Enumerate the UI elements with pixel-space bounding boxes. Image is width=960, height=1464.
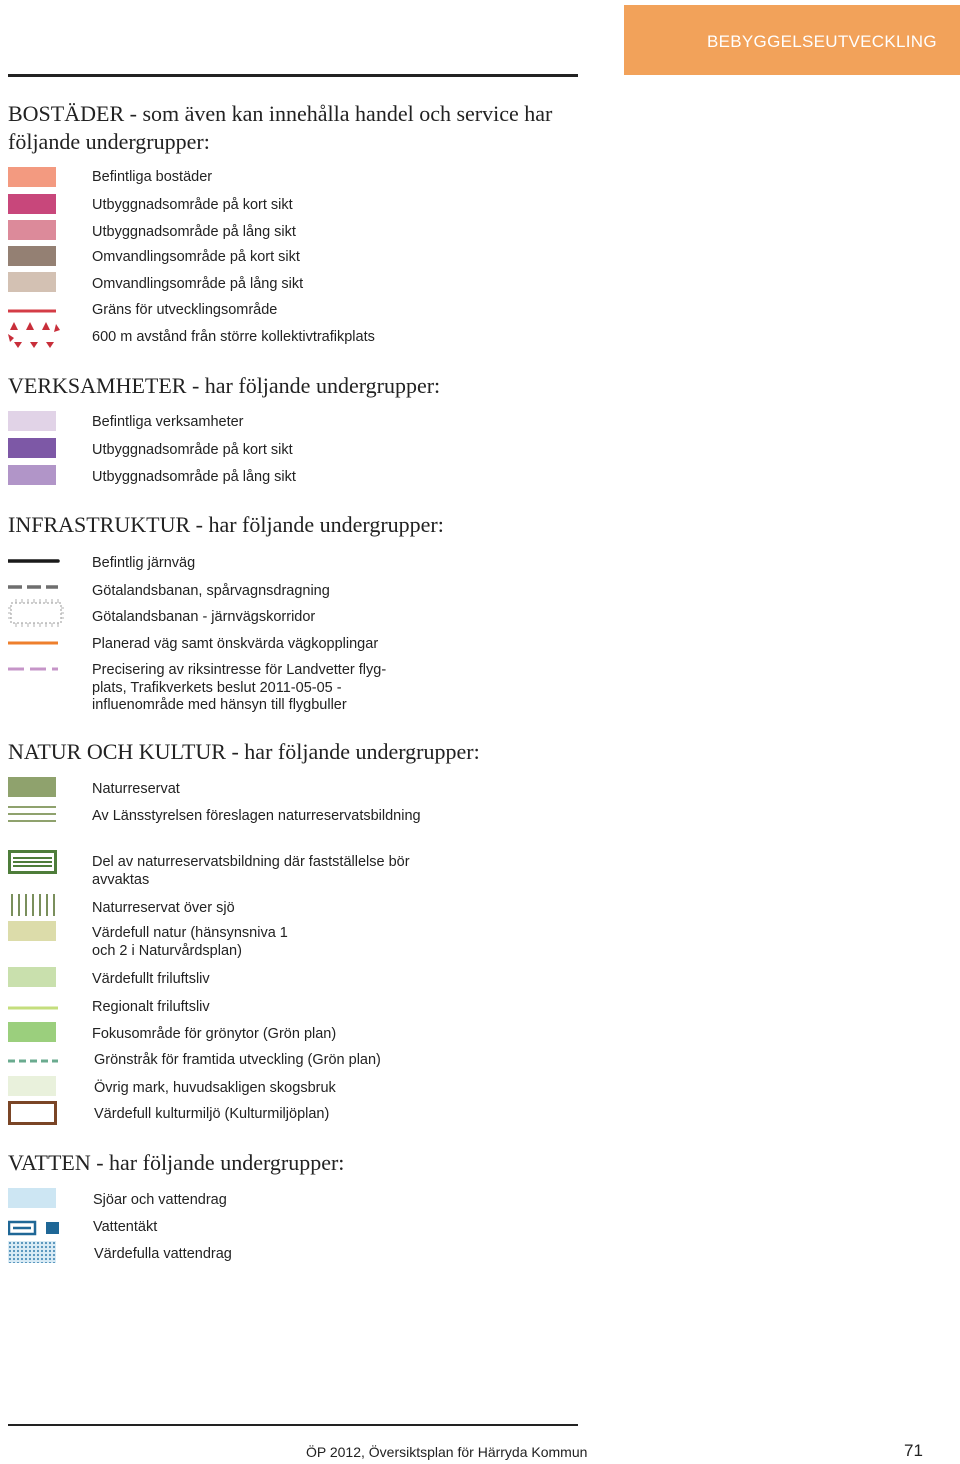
boundary-line-symbol [8,306,58,316]
legend-label: Regionalt friluftsliv [92,999,210,1015]
green-corridor-dashed-symbol [8,1056,60,1066]
water-intake-symbol [8,1220,60,1236]
legend-label: Värdefullt friluftsliv [92,971,210,987]
legend-label: Omvandlingsområde på kort sikt [92,249,300,265]
swatch-ovrig-mark [8,1076,56,1096]
swatch-befintliga-verksamheter [8,411,56,431]
top-rule [8,74,578,77]
page-number: 71 [904,1441,923,1460]
valuable-waterways-dotted-symbol [8,1241,58,1263]
legend-label: Götalandsbanan, spårvagnsdragning [92,583,330,599]
legend-label: Befintliga bostäder [92,169,213,185]
swatch-sjoar-och-vattendrag [8,1188,56,1208]
legend-label: Värdefull kulturmiljö (Kulturmiljöplan) [94,1106,330,1122]
footer-title: ÖP 2012, Översiktsplan för Härryda Kommun [306,1444,588,1460]
heading-natur-och-kultur: NATUR OCH KULTUR - har följande undergrupper: [8,739,480,764]
pending-reserve-symbol [8,850,58,874]
swatch-omvandling-lang-sikt [8,272,56,292]
legend-label: Götalandsbanan - järnvägskorridor [92,609,316,625]
legend-label: Befintlig järnväg [92,555,196,571]
legend-label: Del av naturreservatsbildning där fastställelse bör avvaktas [92,854,410,888]
lake-reserve-vertical-lines-symbol [8,894,58,916]
legend-label: Planerad väg samt önskvärda vägkopplingar [92,636,379,652]
heading-infrastruktur: INFRASTRUKTUR - har följande undergrupper: [8,512,444,537]
swatch-vardefull-natur [8,921,56,941]
legend-label: Utbyggnadsområde på kort sikt [92,442,293,458]
heading-vatten: VATTEN - har följande undergrupper: [8,1150,345,1175]
legend-label: Sjöar och vattendrag [93,1192,227,1208]
legend-label: Värdefulla vattendrag [94,1246,232,1262]
noise-influence-dashed-symbol [8,664,60,674]
legend-label: Vattentäkt [93,1219,158,1235]
swatch-bostader-lang-sikt [8,220,56,240]
legend-label: Naturreservat [92,781,180,797]
legend-label: Värdefull natur (hänsynsniva 1 och 2 i Naturvårdsplan) [92,925,288,959]
planned-road-line-symbol [8,638,60,648]
legend-label: Fokusområde för grönytor (Grön plan) [92,1026,337,1042]
swatch-vardefullt-friluftsliv [8,967,56,987]
legend-label: Utbyggnadsområde på kort sikt [92,197,293,213]
railway-line-symbol [8,556,60,566]
swatch-naturreservat [8,777,56,797]
transit-distance-triangles-symbol [8,320,60,350]
legend-label: Utbyggnadsområde på lång sikt [92,224,296,240]
section-tab: BEBYGGELSEUTVECKLING [624,5,960,75]
bottom-rule [8,1424,578,1426]
legend-label: Av Länsstyrelsen föreslagen naturreservatsbildning [92,808,421,824]
legend-label: Naturreservat över sjö [92,900,235,916]
legend-label: 600 m avstånd från större kollektivtrafikplats [92,329,375,345]
legend-label: Befintliga verksamheter [92,414,244,430]
swatch-verksamheter-lang-sikt [8,465,56,485]
swatch-befintliga-bostader [8,167,56,187]
legend-label: Utbyggnadsområde på lång sikt [92,469,296,485]
legend-label: Gräns för utvecklingsområde [92,302,278,318]
legend-label: Övrig mark, huvudsakligen skogsbruk [94,1080,336,1096]
legend-label: Precisering av riksintresse för Landvetter flyg-plats, Trafikverkets beslut 2011-05-05 - influenområde med hänsyn till flygbuller [92,662,387,713]
proposed-reserve-lines-symbol [8,804,58,824]
tram-dashed-line-symbol [8,582,60,592]
legend-label: Grönstråk för framtida utveckling (Grön plan) [94,1052,381,1068]
regional-outdoor-line-symbol [8,1003,60,1013]
railway-corridor-symbol [8,598,64,628]
swatch-fokusomrade-gronytor [8,1022,56,1042]
swatch-omvandling-kort-sikt [8,246,56,266]
swatch-bostader-kort-sikt [8,194,56,214]
cultural-environment-outline-symbol [8,1101,58,1125]
swatch-verksamheter-kort-sikt [8,438,56,458]
heading-verksamheter: VERKSAMHETER - har följande undergrupper: [8,373,441,398]
legend-label: Omvandlingsområde på lång sikt [92,276,304,292]
heading-bostader: BOSTÄDER - som även kan innehålla handel och service har följande undergrupper: [8,101,553,154]
